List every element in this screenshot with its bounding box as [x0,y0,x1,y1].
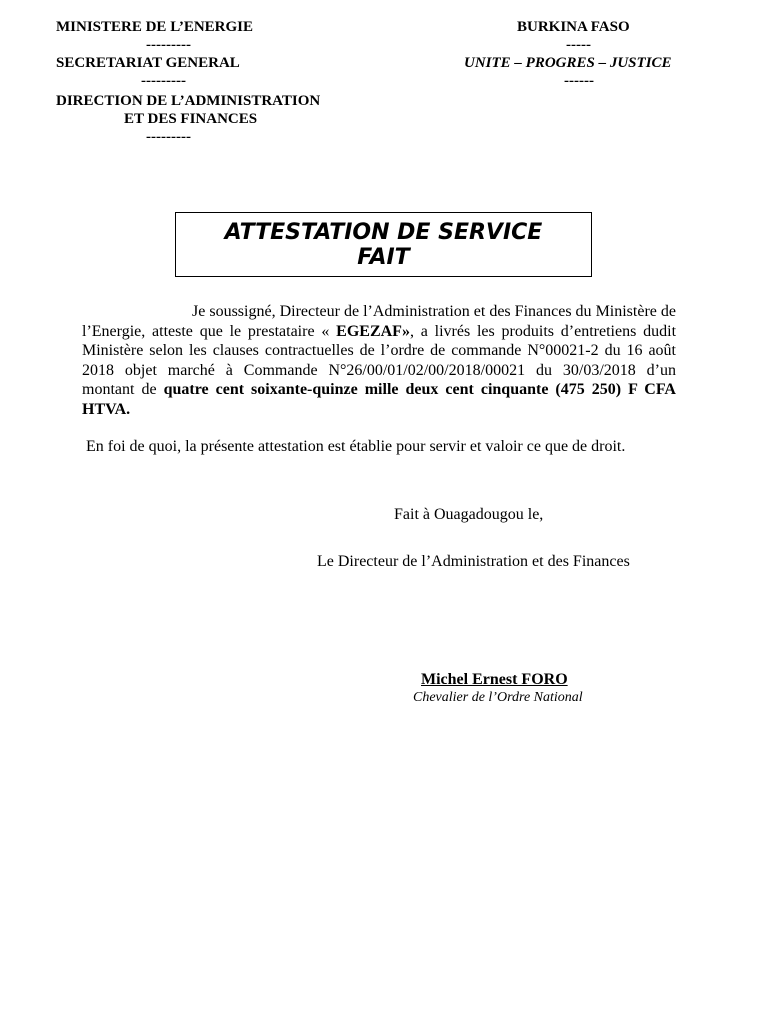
separator: --------- [146,129,191,145]
provider-name: EGEZAF» [336,322,410,340]
direction-name-line2: ET DES FINANCES [124,111,258,127]
paragraph-text: Je soussigné, Directeur de l’Administration et des Finances du Ministère de l’Energie, atteste que le prestataire « [82,303,676,340]
direction-name-line1: DIRECTION DE L’ADMINISTRATION [56,93,321,109]
separator: --------- [146,37,191,53]
signer-function: Le Directeur de l’Administration et des Finances [317,553,630,570]
title-box [175,212,592,277]
country-name: BURKINA FASO [517,19,630,35]
amount-text: quatre cent soixante-quinze mille deux cent cinquante (475 250) F CFA HTVA. [82,381,676,418]
closing-paragraph: En foi de quoi, la présente attestation est établie pour servir et valoir ce que de droit. [86,438,626,455]
signer-distinction: Chevalier de l’Ordre National [413,690,583,705]
attestation-paragraph [82,302,676,419]
secretariat-name: SECRETARIAT GENERAL [56,55,240,71]
ministry-name: MINISTERE DE L’ENERGIE [56,19,253,35]
separator: --------- [141,73,186,89]
document-title: ATTESTATION DE SERVICE FAIT [224,219,543,270]
national-motto: UNITE – PROGRES – JUSTICE [464,55,672,71]
paragraph-text: , a livrés les produits d’entretiens dudit Ministère selon les clauses contractuelles de l’ordre de commande N°00021-2 du 16 août 2018 objet marché à Commande N°26/00/01/02/00/2018/00021 du 30/03/2018 d’un montant de [82,322,677,398]
place-date: Fait à Ouagadougou le, [394,506,544,523]
separator: ----- [566,37,591,53]
signer-name: Michel Ernest FORO [421,671,568,688]
separator: ------ [564,73,594,89]
